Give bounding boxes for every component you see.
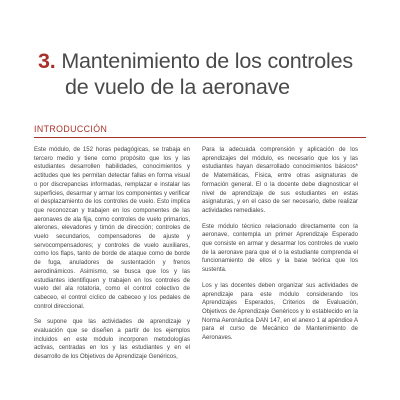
right-paragraph-2: Este módulo técnico relacionado directamente con la aeronave, contempla un primer Aprendizaje Esperado que consiste en armar y desarmar los controles de vuelo de la aeronave para que el o la estudiante comprenda el funcionamiento de ellos y la base teórica que los sustenta. [202, 223, 358, 274]
chapter-title-text-1: Mantenimiento de los controles [61, 49, 353, 74]
right-column [202, 146, 358, 350]
chapter-number: 3. [38, 49, 56, 74]
chapter-title [38, 48, 378, 100]
right-paragraph-1: Para la adecuada comprensión y aplicación de los aprendizajes del módulo, es necesario que los y las estudiantes hayan desarrollado conocimientos básicos* de Matemáticas, Física, entre otras asignaturas de formación general. El o la docente debe diagnosticar el nivel de aprendizaje de sus estudiantes en estas asignaturas, y en el caso de ser necesario, debe realizar actividades remediales. [202, 147, 358, 214]
chapter-title-text-2: de vuelo de la aeronave [65, 75, 290, 100]
left-column [34, 146, 190, 369]
left-paragraph-1: Este módulo, de 152 horas pedagógicas, se trabaja en tercero medio y tiene como propósito que los y las estudiantes desarrollen habilidades, conocimientos y actitudes que les permitan detectar fallas en forma visual o por discrepancias informadas, remplazar e instalar las superficies, desarmar y armar los componentes y verificar el desplazamiento de los controles de vuelo. Esto implica que reconozcan y trabajen en los componentes de las aeronaves de ala fija, como controles de vuelo primarios, alerones, elevadores y timón de dirección; controles de vuelo secundarios, compensadores de ajuste y servocompensadores; y controles de vuelo auxiliares, como los flaps, tanto de borde de ataque como de borde de fuga, anuladores de sustentación y frenos aerodinámicos. Asimismo, se busca que los y las estudiantes identifiquen y trabajen en los controles de vuelo del ala rotatoria, como el control colectivo de cabeceo, el control cíclico de cabeceo y los pedales de control direccional. [34, 147, 190, 310]
section-divider [34, 137, 366, 138]
right-paragraph-3: Los y las docentes deben organizar sus actividades de aprendizaje para este módulo considerando los Aprendizajes Esperados, Criterios de Evaluación, Objetivos de Aprendizaje Genéricos y lo establecido en la Norma Aeronáutica DAN 147, en el anexo 1 al apéndice A para el curso de Mecánico de Mantenimiento de Aeronaves. [202, 282, 358, 342]
section-heading: INTRODUCCIÓN [34, 124, 108, 134]
left-paragraph-2: Se supone que las actividades de aprendizaje y evaluación que se diseñen a partir de los ejemplos incluidos en este módulo incorporen metodologías activas, centradas en los y las estudiantes y en el desarrollo de los Objetivos de Aprendizaje Genéricos, [34, 319, 190, 361]
chapter-title-line-1 [38, 48, 378, 74]
